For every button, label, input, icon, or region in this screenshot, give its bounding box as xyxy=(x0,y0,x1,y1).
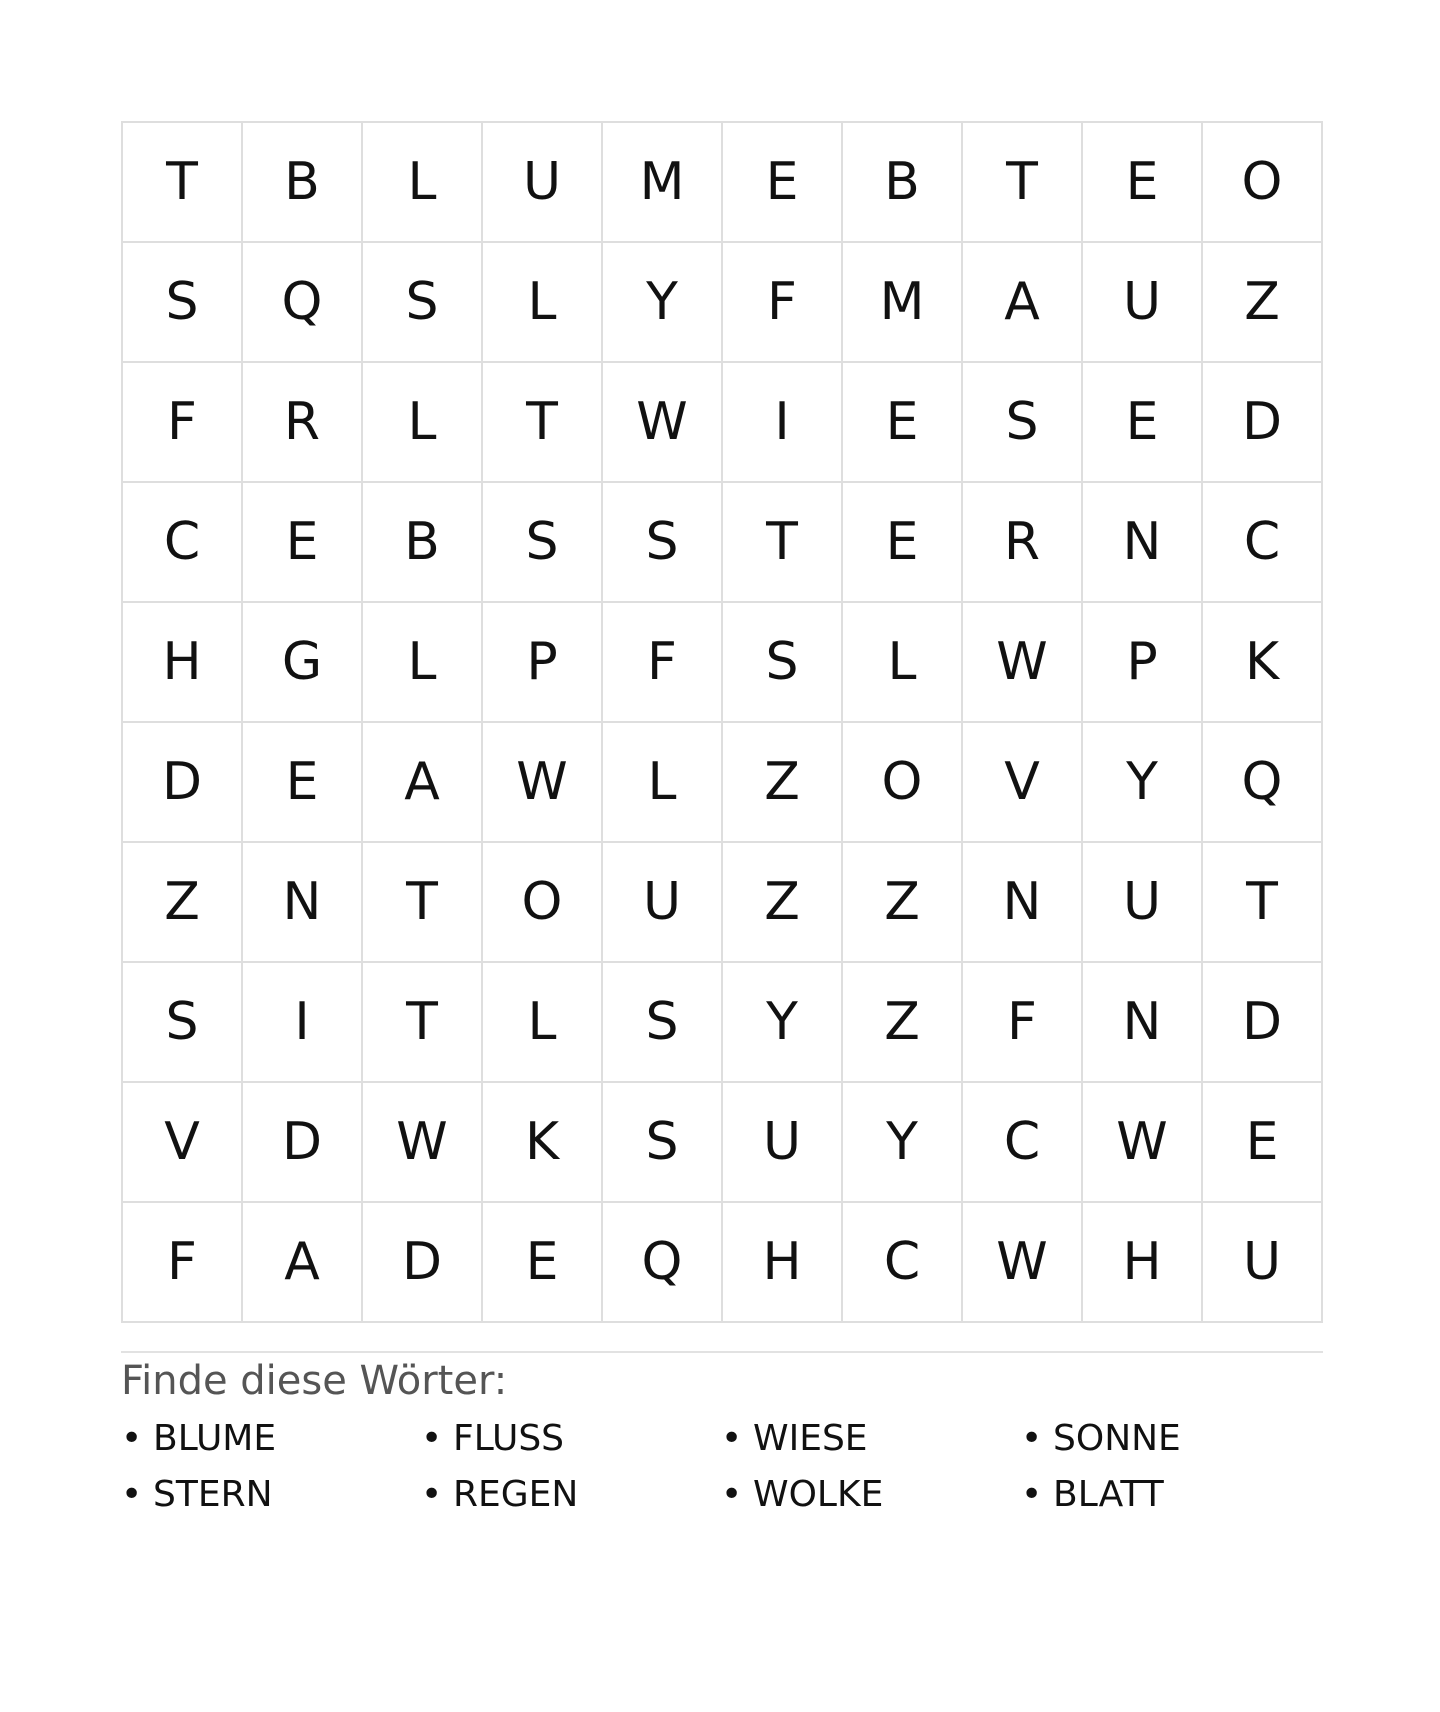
grid-cell[interactable]: T xyxy=(1203,843,1323,963)
grid-cell[interactable]: D xyxy=(1203,363,1323,483)
bullet-icon: • xyxy=(421,1418,443,1459)
grid-cell[interactable]: N xyxy=(1083,483,1203,603)
word-list-item xyxy=(1021,1473,1321,1517)
grid-cell[interactable]: I xyxy=(243,963,363,1083)
bullet-icon: • xyxy=(1021,1474,1043,1515)
word-list xyxy=(121,1417,1321,1517)
grid-cell[interactable]: C xyxy=(1203,483,1323,603)
grid-cell[interactable]: P xyxy=(483,603,603,723)
grid-cell[interactable]: O xyxy=(483,843,603,963)
grid-cell[interactable]: F xyxy=(123,363,243,483)
bullet-icon: • xyxy=(721,1474,743,1515)
grid-cell[interactable]: W xyxy=(363,1083,483,1203)
word-label: BLUME xyxy=(153,1418,277,1459)
grid-cell[interactable]: L xyxy=(483,963,603,1083)
grid-cell[interactable]: N xyxy=(963,843,1083,963)
grid-cell[interactable]: Q xyxy=(603,1203,723,1323)
grid-cell[interactable]: S xyxy=(123,963,243,1083)
grid-cell[interactable]: O xyxy=(1203,123,1323,243)
word-label: WOLKE xyxy=(753,1474,884,1515)
grid-cell[interactable]: R xyxy=(243,363,363,483)
grid-cell[interactable]: Q xyxy=(243,243,363,363)
bullet-icon: • xyxy=(121,1474,143,1515)
grid-cell[interactable]: C xyxy=(963,1083,1083,1203)
grid-cell[interactable]: P xyxy=(1083,603,1203,723)
grid-cell[interactable]: L xyxy=(363,363,483,483)
grid-cell[interactable]: A xyxy=(363,723,483,843)
word-list-item xyxy=(721,1473,1021,1517)
grid-cell[interactable]: H xyxy=(123,603,243,723)
grid-cell[interactable]: Y xyxy=(1083,723,1203,843)
grid-cell[interactable]: U xyxy=(1083,243,1203,363)
grid-cell[interactable]: F xyxy=(603,603,723,723)
grid-cell[interactable]: E xyxy=(1083,363,1203,483)
word-label: SONNE xyxy=(1053,1418,1181,1459)
grid-cell[interactable]: L xyxy=(363,603,483,723)
grid-cell[interactable]: Y xyxy=(843,1083,963,1203)
grid-cell[interactable]: S xyxy=(483,483,603,603)
grid-cell[interactable]: F xyxy=(123,1203,243,1323)
grid-cell[interactable]: G xyxy=(243,603,363,723)
grid-cell[interactable]: T xyxy=(723,483,843,603)
grid-cell[interactable]: W xyxy=(603,363,723,483)
grid-cell[interactable]: W xyxy=(963,1203,1083,1323)
grid-cell[interactable]: A xyxy=(243,1203,363,1323)
grid-cell[interactable]: E xyxy=(243,723,363,843)
word-label: REGEN xyxy=(453,1474,579,1515)
grid-cell[interactable]: H xyxy=(1083,1203,1203,1323)
word-list-item xyxy=(121,1417,421,1461)
grid-cell[interactable]: Z xyxy=(843,963,963,1083)
grid-cell[interactable]: K xyxy=(483,1083,603,1203)
grid-cell[interactable]: Y xyxy=(723,963,843,1083)
grid-cell[interactable]: Z xyxy=(843,843,963,963)
grid-cell[interactable]: U xyxy=(483,123,603,243)
grid-cell[interactable]: M xyxy=(843,243,963,363)
grid-cell[interactable]: T xyxy=(123,123,243,243)
grid-cell[interactable]: S xyxy=(123,243,243,363)
bullet-icon: • xyxy=(1021,1418,1043,1459)
word-search-puzzle xyxy=(121,121,1321,1517)
word-label: BLATT xyxy=(1053,1474,1164,1515)
grid-cell[interactable]: S xyxy=(963,363,1083,483)
word-list-item xyxy=(421,1417,721,1461)
grid-cell[interactable]: C xyxy=(843,1203,963,1323)
grid-cell[interactable]: S xyxy=(603,963,723,1083)
grid-cell[interactable]: U xyxy=(603,843,723,963)
grid-cell[interactable]: R xyxy=(963,483,1083,603)
grid-cell[interactable]: D xyxy=(123,723,243,843)
grid-cell[interactable]: K xyxy=(1203,603,1323,723)
grid-cell[interactable]: E xyxy=(1203,1083,1323,1203)
grid-cell[interactable]: S xyxy=(363,243,483,363)
grid-cell[interactable]: W xyxy=(963,603,1083,723)
grid-cell[interactable]: S xyxy=(603,483,723,603)
grid-cell[interactable]: E xyxy=(723,123,843,243)
grid-cell[interactable]: S xyxy=(603,1083,723,1203)
divider xyxy=(121,1351,1323,1353)
grid-cell[interactable]: L xyxy=(603,723,723,843)
grid-cell[interactable]: E xyxy=(243,483,363,603)
grid-cell[interactable]: D xyxy=(363,1203,483,1323)
grid-cell[interactable]: T xyxy=(483,363,603,483)
grid-cell[interactable]: B xyxy=(363,483,483,603)
grid-cell[interactable]: U xyxy=(1083,843,1203,963)
grid-cell[interactable]: Z xyxy=(123,843,243,963)
word-label: WIESE xyxy=(753,1418,868,1459)
grid-cell[interactable]: Q xyxy=(1203,723,1323,843)
grid-cell[interactable]: F xyxy=(963,963,1083,1083)
grid-cell[interactable]: F xyxy=(723,243,843,363)
grid-cell[interactable]: E xyxy=(843,483,963,603)
grid-cell[interactable]: D xyxy=(243,1083,363,1203)
grid-cell[interactable]: N xyxy=(243,843,363,963)
grid-cell[interactable]: U xyxy=(723,1083,843,1203)
grid-cell[interactable]: B xyxy=(243,123,363,243)
grid-cell[interactable]: E xyxy=(483,1203,603,1323)
grid-cell[interactable]: T xyxy=(963,123,1083,243)
grid-cell[interactable]: L xyxy=(843,603,963,723)
word-label: STERN xyxy=(153,1474,273,1515)
word-list-item xyxy=(121,1473,421,1517)
grid-cell[interactable]: I xyxy=(723,363,843,483)
grid-cell[interactable]: B xyxy=(843,123,963,243)
grid-cell[interactable]: L xyxy=(483,243,603,363)
grid-cell[interactable]: E xyxy=(843,363,963,483)
grid-cell[interactable]: W xyxy=(483,723,603,843)
grid-cell[interactable]: T xyxy=(363,843,483,963)
grid-cell[interactable]: N xyxy=(1083,963,1203,1083)
grid-cell[interactable]: D xyxy=(1203,963,1323,1083)
word-label: FLUSS xyxy=(453,1418,565,1459)
grid-cell[interactable]: Y xyxy=(603,243,723,363)
grid-cell[interactable]: M xyxy=(603,123,723,243)
bullet-icon: • xyxy=(121,1418,143,1459)
grid-cell[interactable]: A xyxy=(963,243,1083,363)
word-list-title: Finde diese Wörter: xyxy=(121,1358,508,1404)
bullet-icon: • xyxy=(421,1474,443,1515)
grid-cell[interactable]: Z xyxy=(723,843,843,963)
grid-cell[interactable]: L xyxy=(363,123,483,243)
grid-cell[interactable]: O xyxy=(843,723,963,843)
grid-cell[interactable]: W xyxy=(1083,1083,1203,1203)
bullet-icon: • xyxy=(721,1418,743,1459)
letter-grid xyxy=(121,121,1323,1323)
grid-cell[interactable]: E xyxy=(1083,123,1203,243)
grid-cell[interactable]: V xyxy=(123,1083,243,1203)
grid-cell[interactable]: Z xyxy=(1203,243,1323,363)
grid-cell[interactable]: Z xyxy=(723,723,843,843)
grid-cell[interactable]: U xyxy=(1203,1203,1323,1323)
word-list-item xyxy=(1021,1417,1321,1461)
word-list-item xyxy=(721,1417,1021,1461)
grid-cell[interactable]: C xyxy=(123,483,243,603)
word-list-item xyxy=(421,1473,721,1517)
grid-cell[interactable]: H xyxy=(723,1203,843,1323)
grid-cell[interactable]: S xyxy=(723,603,843,723)
grid-cell[interactable]: T xyxy=(363,963,483,1083)
grid-cell[interactable]: V xyxy=(963,723,1083,843)
